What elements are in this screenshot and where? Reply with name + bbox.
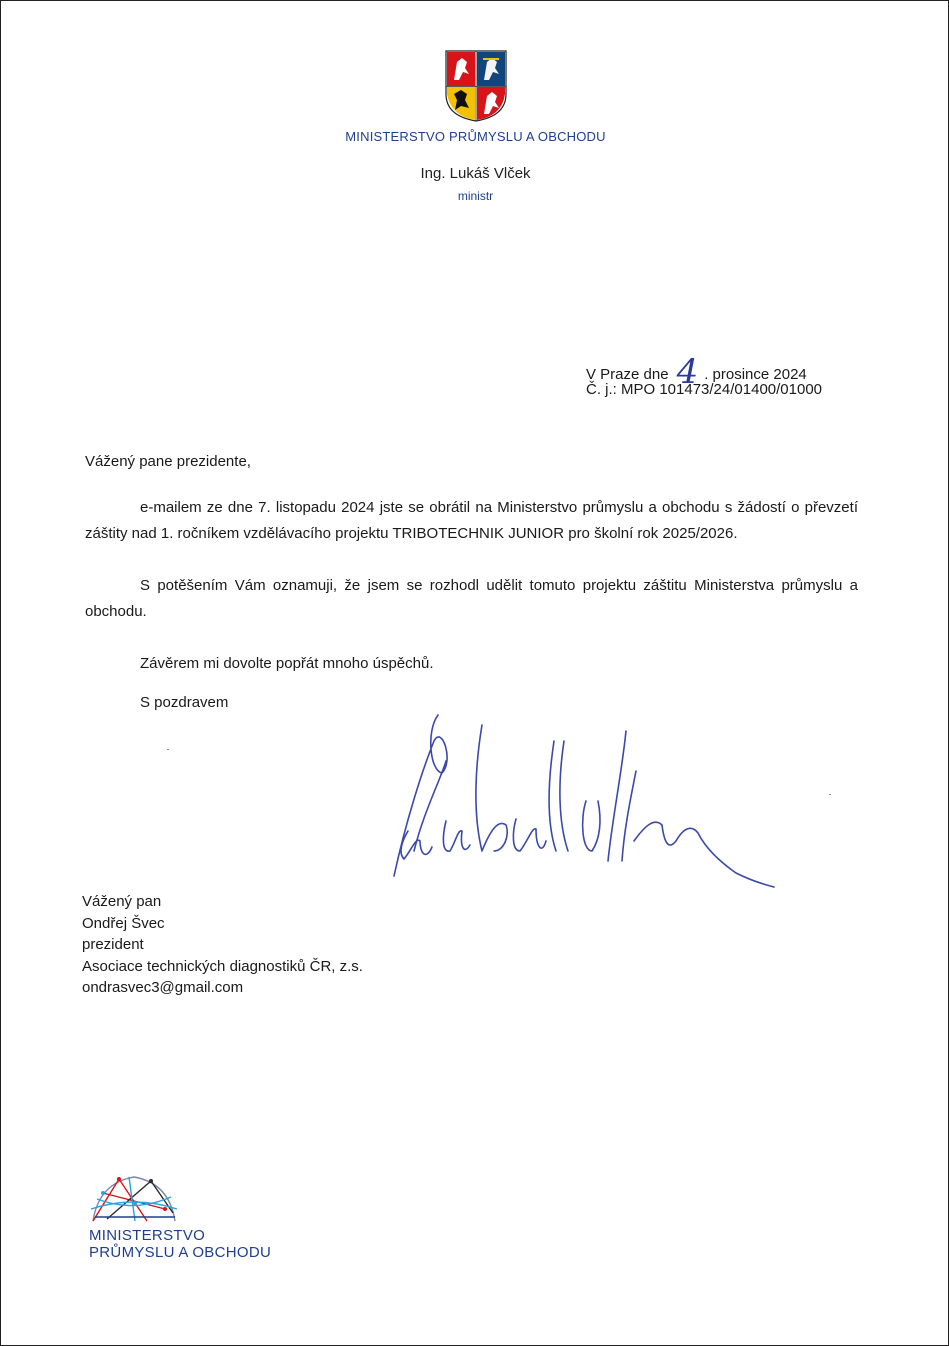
recipient-title: prezident (82, 936, 144, 953)
ministry-header: MINISTERSTVO PRŮMYSLU A OBCHODU (345, 129, 606, 144)
body-paragraph: S potěšením Vám oznamuji, že jsem se rozhodl udělit tomuto projektu záštitu Ministerstva průmyslu a obchodu. (85, 577, 858, 620)
recipient-salutation: Vážený pan (82, 893, 162, 910)
closing: S pozdravem (140, 694, 229, 711)
handwritten-signature (386, 701, 786, 891)
body-paragraph: e-mailem ze dne 7. listopadu 2024 jste se obrátil na Ministerstvo průmyslu a obchodu s žádostí o převzetí záštity nad 1. ročníkem vzdělávacího projektu TRIBOTECHNIK JUNIOR pro školní rok 2025/2026. (85, 499, 858, 542)
scan-speck (167, 749, 169, 750)
recipient-address (82, 891, 363, 999)
scan-speck (829, 794, 831, 795)
recipient-name: Ondřej Švec (82, 914, 165, 932)
czech-coat-of-arms-icon (445, 50, 507, 122)
date-suffix: . prosince 2024 (704, 366, 807, 383)
body-paragraph: Závěrem mi dovolte popřát mnoho úspěchů. (140, 655, 434, 672)
minister-name: Ing. Lukáš Vlček (420, 165, 531, 182)
recipient-organization: Asociace technických diagnostiků ČR, z.s. (82, 957, 363, 975)
footer-ministry-name (89, 1227, 271, 1261)
footer-line-2: PRŮMYSLU A OBCHODU (89, 1244, 272, 1261)
reference-number: Č. j.: MPO 101473/24/01400/01000 (586, 381, 823, 398)
date-prefix: V Praze dne (586, 366, 669, 383)
salutation: Vážený pane prezidente, (85, 453, 251, 470)
date-day-handwritten: 4 (676, 352, 699, 392)
ministry-globe-logo-icon (89, 1173, 179, 1223)
recipient-email: ondrasvec3@gmail.com (82, 979, 244, 996)
footer-line-1: MINISTERSTVO (89, 1227, 206, 1244)
minister-role: ministr (457, 189, 494, 203)
